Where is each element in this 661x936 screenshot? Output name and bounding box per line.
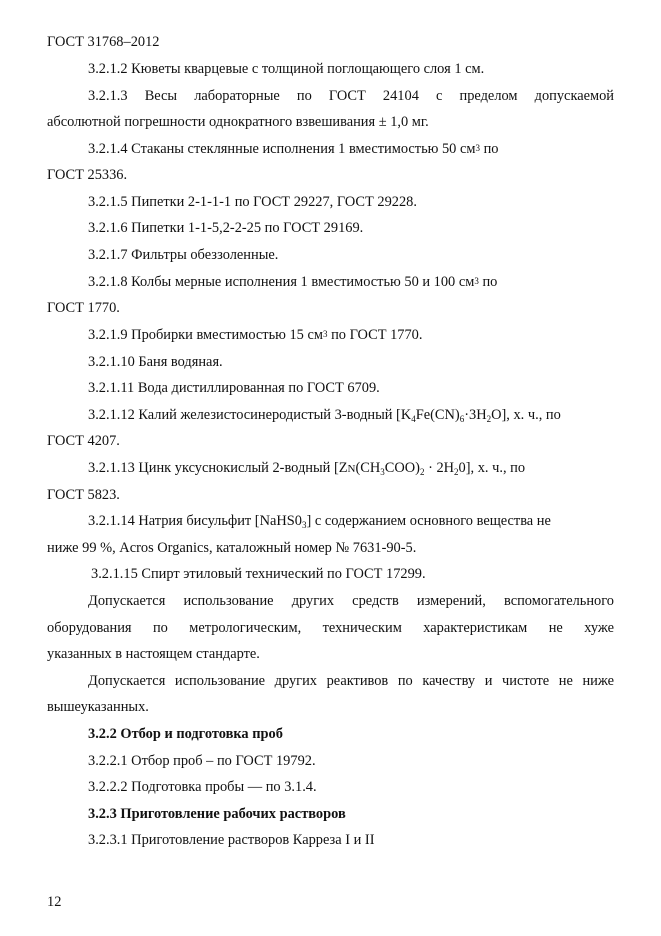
item-3-2-1-12-line1: 3.2.1.12 Калий железистосинеродистый 3-водный $[K_4Fe(CN)_6\cdot 3H_2O]$, х. ч., по (88, 407, 561, 424)
item-3-2-1-13-line1: 3.2.1.13 Цинк уксуснокислый 2-водный $[ZN(CH_3COO)_2 \cdot 2H_20]$, х. ч., по (88, 460, 526, 477)
page-number: 12 (47, 894, 62, 910)
item-3-2-1-10: 3.2.1.10 Баня водяная. (88, 354, 223, 370)
item-3-2-3-1: 3.2.3.1 Приготовление растворов Карреза I и II (88, 832, 375, 848)
paragraph-1-line3: указанных в настоящем стандарте. (47, 646, 260, 662)
section-heading-3-2-3: 3.2.3 Приготовление рабочих растворов (88, 806, 346, 822)
item-3-2-1-9: 3.2.1.9 Пробирки вместимостью 15 $см^3$ по ГОСТ 1770. (88, 327, 423, 343)
item-3-2-1-3-line2: абсолютной погрешности однократного взвешивания ± 1,0 мг. (47, 114, 429, 130)
item-3-2-2-2: 3.2.2.2 Подготовка пробы — по 3.1.4. (88, 779, 317, 795)
document-header: ГОСТ 31768–2012 (47, 34, 160, 50)
item-3-2-1-7: 3.2.1.7 Фильтры обеззоленные. (88, 247, 279, 263)
item-3-2-1-8-line2: ГОСТ 1770. (47, 300, 120, 316)
item-3-2-1-2: 3.2.1.2 Кюветы кварцевые с толщиной поглощающего слоя 1 см. (88, 61, 485, 77)
item-3-2-1-6: 3.2.1.6 Пипетки 1-1-5,2-2-25 по ГОСТ 29169. (88, 220, 364, 236)
paragraph-2-line2: вышеуказанных. (47, 699, 149, 715)
item-3-2-1-4-line2: ГОСТ 25336. (47, 167, 128, 183)
item-3-2-1-13-line2: ГОСТ 5823. (47, 487, 120, 503)
paragraph-1-line2: оборудования по метрологическим, техническим характеристикам не хуже (47, 620, 614, 636)
item-3-2-1-12-line2: ГОСТ 4207. (47, 433, 120, 449)
item-3-2-1-5: 3.2.1.5 Пипетки 2-1-1-1 по ГОСТ 29227, ГОСТ 29228. (88, 194, 417, 210)
item-3-2-1-3-line1: 3.2.1.3 Весы лабораторные по ГОСТ 24104 с пределом допускаемой (88, 88, 614, 104)
item-3-2-1-11: 3.2.1.11 Вода дистиллированная по ГОСТ 6709. (88, 380, 380, 396)
section-heading-3-2-2: 3.2.2 Отбор и подготовка проб (88, 726, 283, 742)
item-3-2-1-15: 3.2.1.15 Спирт этиловый технический по ГОСТ 17299. (91, 566, 426, 582)
item-3-2-1-14-line2: ниже 99 %, Acros Organics, каталожный номер № 7631-90-5. (47, 540, 417, 556)
paragraph-1-line1: Допускается использование других средств измерений, вспомогательного (88, 593, 614, 609)
paragraph-2-line1: Допускается использование других реактивов по качеству и чистоте не ниже (88, 673, 614, 689)
item-3-2-2-1: 3.2.2.1 Отбор проб – по ГОСТ 19792. (88, 753, 316, 769)
item-3-2-1-8-line1: 3.2.1.8 Колбы мерные исполнения 1 вместимостью 50 и 100 $см^3$ по (88, 274, 498, 290)
item-3-2-1-14-line1: 3.2.1.14 Натрия бисульфит $[NaHS0_3]$ с содержанием основного вещества не (88, 513, 551, 530)
item-3-2-1-4-line1: 3.2.1.4 Стаканы стеклянные исполнения 1 вместимостью 50 $см^3$ по (88, 141, 499, 157)
